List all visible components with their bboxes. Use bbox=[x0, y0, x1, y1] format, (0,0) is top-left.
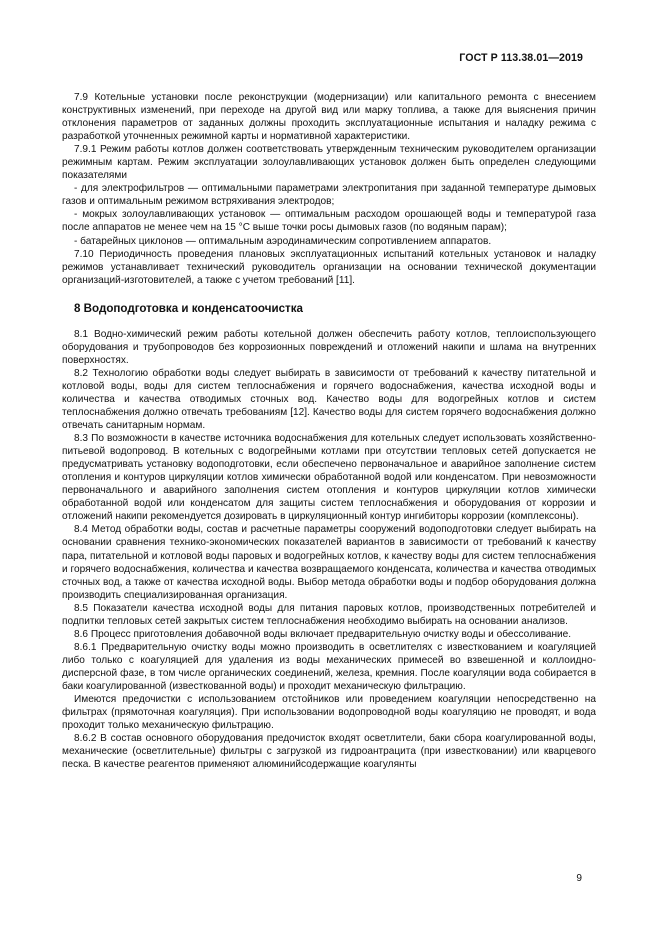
page-number: 9 bbox=[576, 873, 582, 884]
paragraph-8-1: 8.1 Водно-химический режим работы котельной должен обеспечить работу котлов, теплоиспользующего оборудования и трубопроводов без коррозионных повреждений и отложений накипи и шлама на внутренних поверхностях. bbox=[62, 328, 596, 366]
paragraph-7-9-1: 7.9.1 Режим работы котлов должен соответствовать утвержденным техническим руководителем организации режимным картам. Режим эксплуатации золоулавливающих установок должен быть определен следующими показателями bbox=[62, 144, 596, 182]
paragraph-8-6-1: 8.6.1 Предварительную очистку воды можно производить в осветлителях с известкованием и коагуляцией либо только с коагуляцией для удаления из воды механических примесей во взвешенной и коллоидно-дисперсной фазе, в том числе органических соединений, железа, кремния. После коагуляции вода собирается в баки коагулированной (известкованной воды) и проходит механическую фильтрацию. bbox=[62, 641, 596, 692]
paragraph-8-6-2: 8.6.2 В состав основного оборудования предочисток входят осветлители, баки сбора коагулированной воды, механические (осветлительные) фильтры с загрузкой из гидроантрацита (при известковании) или кварцевого песка. В качестве реагентов применяют алюминийсодержащие коагулянты bbox=[62, 733, 596, 771]
list-item-wet-collectors: - мокрых золоулавливающих установок — оптимальным расходом орошающей воды и температурой газа после аппаратов не менее чем на 15 °С выше точки росы дымовых газов (по водяным парам); bbox=[62, 209, 596, 234]
paragraph-8-6: 8.6 Процесс приготовления добавочной воды включает предварительную очистку воды и обессоливание. bbox=[74, 628, 572, 640]
section-heading-8: 8 Водоподготовка и конденсатоочистка bbox=[74, 301, 303, 315]
paragraph-7-10: 7.10 Периодичность проведения плановых эксплуатационных испытаний котельных установок и наладку режимов устанавливает технический руководитель организации на основании технической документации организаций-изготовителей, а также с учетом требований [11]. bbox=[62, 248, 596, 286]
document-code-header: ГОСТ Р 113.38.01—2019 bbox=[459, 52, 583, 64]
paragraph-8-6-1-cont: Имеются предочистки с использованием отстойников или проведением коагуляции непосредственно на фильтрах (прямоточная коагуляция). При использовании водопроводной воды коагуляцию не проводят, и вода проходит только механическую фильтрацию. bbox=[62, 694, 596, 732]
paragraph-8-3: 8.3 По возможности в качестве источника водоснабжения для котельных следует использовать хозяйственно-питьевой водопровод. В котельных с водогрейными котлами при отсутствии тепловых сетей допускается не предусматривать установку водоподготовки, если обеспечено первоначальное и аварийное заполнение систем отопления и контуров циркуляции котлов химически обработанной водой или конденсатом. При невозможности первоначального и аварийного заполнения систем отопления и контуров циркуляции котлов химически обработанной водой или конденсатом для защиты систем теплоснабжения и оборудования от коррозии и отложений накипи рекомендуется дозировать в циркуляционный контур ингибиторы коррозии (комплексоны). bbox=[62, 433, 596, 523]
paragraph-8-4: 8.4 Метод обработки воды, состав и расчетные параметры сооружений водоподготовки следует выбирать на основании сравнения технико-экономических показателей вариантов в зависимости от требований к качеству пара, питательной и котловой воды паровых и водогрейных котлов, к качеству воды для систем теплоснабжения и горячего водоснабжения, количества и качества возвращаемого конденсата, количества и качества отводимых сточных вод, а также от качества исходной воды. Выбор метода обработки воды и подбор оборудования должна производить специализированная организация. bbox=[62, 524, 596, 601]
document-body bbox=[62, 91, 596, 771]
paragraph-7-9: 7.9 Котельные установки после реконструкции (модернизации) или капитального ремонта с внесением конструктивных изменений, при переходе на другой вид или марку топлива, а также для выяснения причин отклонения параметров от заданных должны проходить эксплуатационные испытания и наладку режима с разработкой уточненных режимной карты и нормативной характеристики. bbox=[62, 92, 596, 143]
list-item-electrofilters: - для электрофильтров — оптимальными параметрами электропитания при заданной температуре дымовых газов и оптимальным режимом встряхивания электродов; bbox=[62, 183, 596, 208]
paragraph-8-5: 8.5 Показатели качества исходной воды для питания паровых котлов, производственных потребителей и подпитки тепловых сетей закрытых систем теплоснабжения необходимо выбирать на основании анализов. bbox=[62, 602, 596, 627]
list-item-battery-cyclones: - батарейных циклонов — оптимальным аэродинамическим сопротивлением аппаратов. bbox=[74, 235, 492, 247]
paragraph-8-2: 8.2 Технологию обработки воды следует выбирать в зависимости от требований к качеству питательной и котловой воды, воды для систем теплоснабжения и горячего водоснабжения, качества исходной воды и количества и качества отводимых сточных вод. Качество воды для водогрейных котлов и систем теплоснабжения должно отвечать требованиям [12]. Качество воды для систем горячего водоснабжения должно отвечать санитарным нормам. bbox=[62, 367, 596, 432]
